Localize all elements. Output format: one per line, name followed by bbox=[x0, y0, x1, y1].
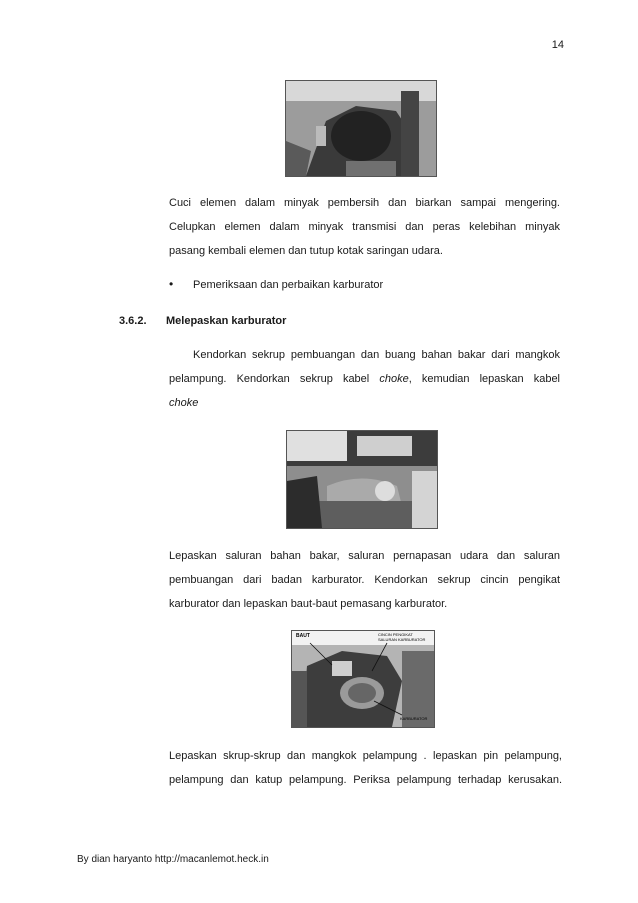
text-line: karburator dan lepaskan baut-baut pemasang karburator. bbox=[169, 598, 448, 610]
text-segment: pelampung. Kendorkan sekrup kabel bbox=[169, 373, 380, 385]
bullet-item bbox=[169, 276, 383, 293]
photo-air-filter bbox=[285, 80, 437, 177]
paragraph-remove-carburetor bbox=[169, 343, 560, 415]
page-number: 14 bbox=[551, 39, 564, 51]
text-line: pembuangan dari badan karburator. Kendorkan sekrup cincin pengikat bbox=[169, 574, 560, 586]
text-line: Lepaskan saluran bahan bakar, saluran pernapasan udara dan saluran bbox=[169, 550, 560, 562]
text-line bbox=[169, 391, 560, 415]
text-line: Cuci elemen dalam minyak pembersih dan biarkan sampai mengering. bbox=[169, 197, 560, 209]
bullet-icon: • bbox=[169, 277, 174, 291]
text-line: Celupkan elemen dalam minyak transmisi dan peras kelebihan minyak bbox=[169, 221, 560, 233]
text-segment: , kemudian lepaskan kabel bbox=[408, 373, 561, 385]
label-karburator: KARBURATOR bbox=[400, 716, 428, 721]
footer-attribution: By dian haryanto http://macanlemot.heck.in bbox=[77, 854, 269, 865]
section-heading bbox=[119, 315, 286, 327]
text-line: pelampung dan katup pelampung. Periksa pelampung terhadap kerusakan. bbox=[169, 774, 562, 786]
text-line: Kendorkan sekrup pembuangan dan buang bahan bakar dari mangkok bbox=[193, 349, 560, 361]
text-line bbox=[169, 367, 560, 391]
photo-choke-cable bbox=[286, 430, 438, 529]
text-line: Lepaskan skrup-skrup dan mangkok pelampung . lepaskan pin pelampung, bbox=[169, 750, 562, 762]
paragraph-clean-element bbox=[169, 191, 560, 263]
label-baut: BAUT bbox=[296, 633, 310, 639]
section-number: 3.6.2. bbox=[119, 315, 147, 327]
text-emphasis: choke bbox=[379, 373, 409, 385]
bullet-text: Pemeriksaan dan perbaikan karburator bbox=[193, 279, 384, 291]
paragraph-remove-lines bbox=[169, 544, 560, 616]
label-cincin-line: CINCIN PENGIKAT bbox=[378, 632, 413, 637]
photo-carburetor-labeled bbox=[291, 630, 435, 728]
paragraph-remove-float bbox=[169, 744, 562, 792]
text-line: pasang kembali elemen dan tutup kotak saringan udara. bbox=[169, 245, 443, 257]
label-cincin-line: SALURAN KARBURATOR bbox=[378, 637, 426, 642]
label-cincin bbox=[378, 632, 425, 642]
section-title: Melepaskan karburator bbox=[166, 315, 287, 327]
text-emphasis: choke bbox=[169, 397, 199, 409]
